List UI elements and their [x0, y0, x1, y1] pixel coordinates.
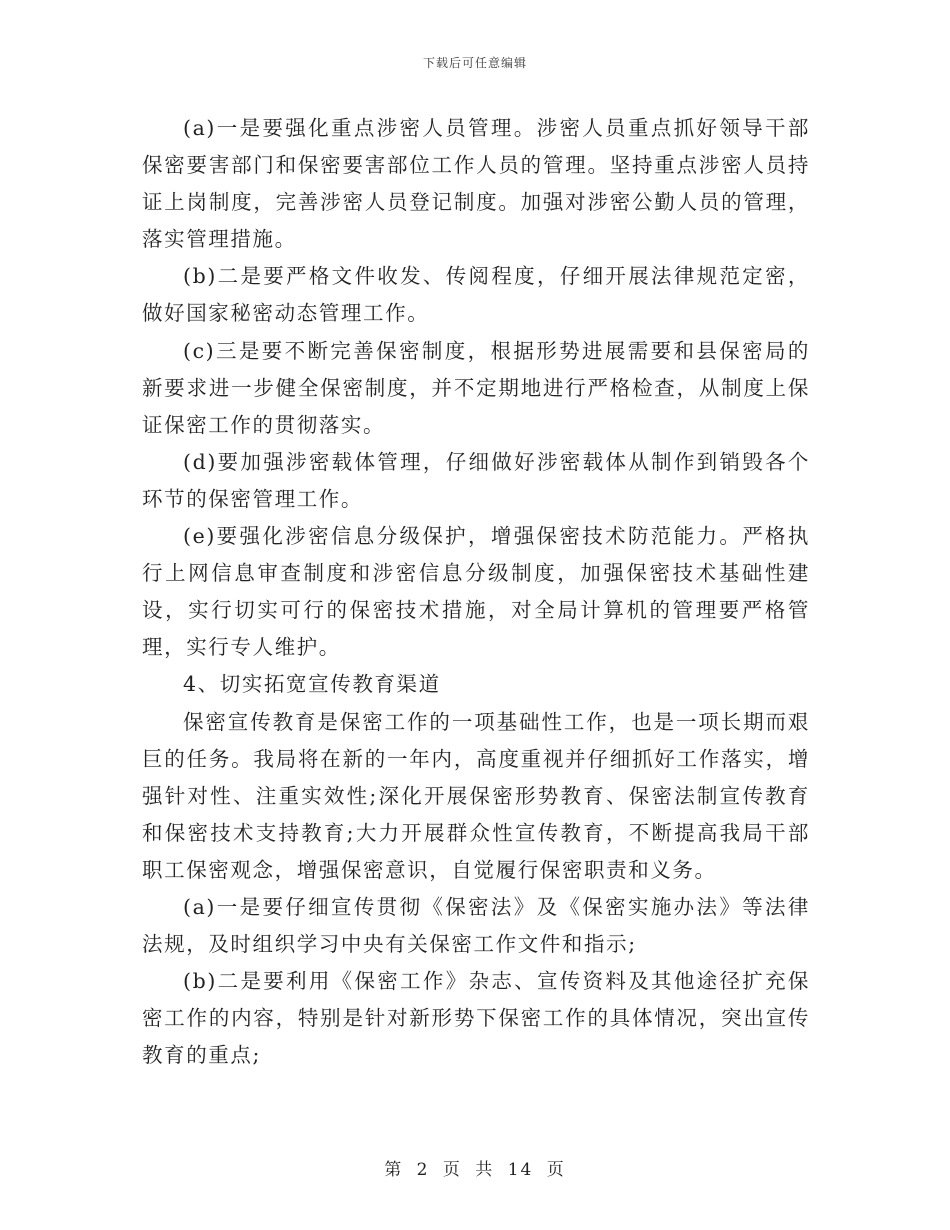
paragraph-3: (c)三是要不断完善保密制度，根据形势进展需要和县保密局的新要求进一步健全保密制度，并不定期地进行严格检查，从制度上保证保密工作的贯彻落实。: [142, 338, 810, 437]
paragraph-7: 保密宣传教育是保密工作的一项基础性工作，也是一项长期而艰巨的任务。我局将在新的一年内，高度重视并仔细抓好工作落实，增强针对性、注重实效性;深化开展保密形势教育、保密法制宣传教育和保密技术支持教育;大力开展群众性宣传教育，不断提高我局干部职工保密观念，增强保密意识，自觉履行保密职责和义务。: [142, 709, 810, 882]
paragraph-5: (e)要强化涉密信息分级保护，增强保密技术防范能力。严格执行上网信息审查制度和涉密信息分级制度，加强保密技术基础性建设，实行切实可行的保密技术措施，对全局计算机的管理要严格管理，实行专人维护。: [142, 524, 810, 660]
paragraph-4: (d)要加强涉密载体管理，仔细做好涉密载体从制作到销毁各个环节的保密管理工作。: [142, 449, 810, 511]
section-heading: 4、切实拓宽宣传教育渠道: [183, 672, 441, 697]
paragraph-2: (b)二是要严格文件收发、传阅程度，仔细开展法律规范定密，做好国家秘密动态管理工作。: [142, 264, 810, 326]
paragraph-9: (b)二是要利用《保密工作》杂志、宣传资料及其他途径扩充保密工作的内容，特别是针对新形势下保密工作的具体情况，突出宣传教育的重点;: [142, 969, 810, 1068]
paragraph-1: (a)一是要强化重点涉密人员管理。涉密人员重点抓好领导干部保密要害部门和保密要害部位工作人员的管理。坚持重点涉密人员持证上岗制度，完善涉密人员登记制度。加强对涉密公勤人员的管理，落实管理措施。: [142, 116, 810, 252]
paragraph-8: (a)一是要仔细宣传贯彻《保密法》及《保密实施办法》等法律法规，及时组织学习中央有关保密工作文件和指示;: [142, 894, 810, 957]
document-body: [142, 110, 810, 1074]
page-number-footer: 第 2 页 共 14 页: [384, 1160, 566, 1180]
page-header: 下载后可任意编辑: [422, 56, 527, 70]
